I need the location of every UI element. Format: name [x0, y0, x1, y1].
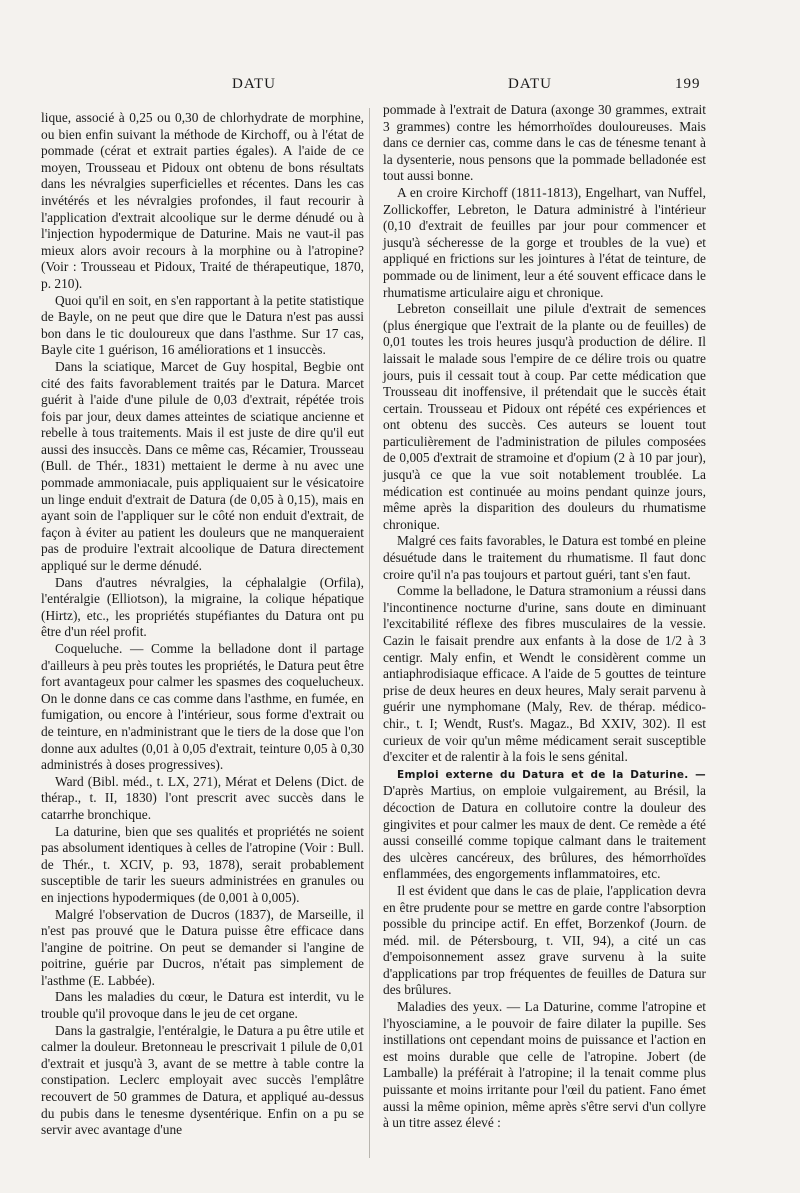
paragraph-text: D'après Martius, on emploie vulgairement, au Brésil, la décoction de Datura en collutoire contre la douleur des gingivites et pour calmer les maux de dent. Ce remède a été aussi conseillé comme topique calmant dans le traitement des ulcères cancéreux, des brûlures, des hémorrhoïdes enflammées, des engorgements inflammatoires, etc. [383, 783, 706, 882]
paragraph-text: Coqueluche. — Comme la belladone dont il partage d'ailleurs à peu près toutes les propriétés, le Datura peut être fort avantageux pour calmer les spasmes des coquelucheux. On le donne dans ce cas comme dans l'asthme, en fumée, en fumigation, ou encore à l'intérieur, sous forme d'extrait ou de teinture, en n'administrant que le tiers de la dose que l'on donne aux adultes (0,01 à 0,05 d'extrait, teinture 0,05 à 0,30 administrés à doses progressives). [41, 641, 364, 773]
paragraph-text: Lebreton conseillait une pilule d'extrait de semences (plus énergique que l'extrait de la plante ou de feuilles) de 0,01 toutes les trois heures jusqu'à production de délire. Il laissait le malade sous l'empire de ce délire trois ou quatre jours, puis il cessait tout à coup. Par cette médication que Trousseau dit inoffensive, il prétendait que le succès était certain. Trousseau et Pidoux ont répété ces expériences et ont obtenu des succès. Ces auteurs se louent tout particulièrement de l'administration de pilules composées de 0,005 d'extrait de stramoine et d'opium (2 à 10 par jour), jusqu'à ce que la vue soit notablement troublée. La médication est continuée au moins pendant quinze jours, même après la disparition des douleurs du rhumatisme chronique. [383, 301, 706, 532]
paragraph [41, 989, 364, 1022]
paragraph [383, 102, 706, 185]
paragraph-text: Comme la belladone, le Datura stramonium a réussi dans l'incontinence nocturne d'urine, sans doute en diminuant l'excitabilité réflexe des fibres musculaires de la vessie. Cazin le faisait prendre aux enfants à la dose de 1/2 à 3 centigr. Maly enfin, et Wendt le considèrent comme un antiaphrodisiaque efficace. A l'aide de 5 gouttes de teinture prise de deux heures en deux heures, Maly serait parvenu à guérir une nymphomane (Maly, Rev. de thérap. médico-chir., t. I; Wendt, Rust's. Magaz., Bd XXIV, 302). Il est curieux de voir qu'un même médicament serait susceptible d'exciter et de ralentir à la fois le sens génital. [383, 583, 706, 765]
page-number: 199 [675, 76, 701, 92]
paragraph [41, 293, 364, 359]
running-head-left: DATU [232, 76, 276, 92]
paragraph [41, 824, 364, 907]
paragraph [41, 1023, 364, 1139]
paragraph-text: A en croire Kirchoff (1811-1813), Engelhart, van Nuffel, Zollickoffer, Lebreton, le Datura administré à l'intérieur (0,10 d'extrait de feuilles par jour pour commencer et jusqu'à sécheresse de la gorge et troubles de la vue) et appliqué en frictions sur les jointures à l'état de teinture, de pommade ou de liniment, leur a été souvent efficace dans le rhumatisme articulaire aigu et chronique. [383, 184, 706, 300]
paragraph-text: lique, associé à 0,25 ou 0,30 de chlorhydrate de morphine, ou bien enfin suivant la méthode de Kirchoff, ou à l'état de pommade (cérat et extrait parties égales). A l'aide de ce moyen, Trousseau et Pidoux ont obtenu de bons résultats dans les névralgies superficielles et récentes. Dans les cas invétérés et les névralgies profondes, il faut recourir à l'application d'extrait alcoolique sur le derme dénudé ou à l'injection hypodermique de Daturine. Mais ne vaut-il pas mieux alors avoir recours à la morphine ou à l'atropine? (Voir : Trousseau et Pidoux, Traité de thérapeutique, 1870, p. 210). [41, 110, 364, 291]
section-heading: Emploi externe du Datura et de la Daturine. — [397, 768, 706, 781]
paragraph [41, 774, 364, 824]
paragraph [41, 110, 364, 293]
paragraph-text: pommade à l'extrait de Datura (axonge 30 grammes, extrait 3 grammes) contre les hémorrhoïdes douloureuses. Mais dans ce dernier cas, comme dans le cas de ténesme tenant à la dysenterie, nous pensons que la pommade belladonée est tout aussi bonne. [383, 102, 706, 184]
running-head-right: DATU [508, 76, 552, 92]
paragraph [383, 533, 706, 583]
paragraph-text: Dans la gastralgie, l'entéralgie, le Datura a pu être utile et calmer la douleur. Bretonneau le prescrivait 1 pilule de 0,01 d'extrait et jusqu'à 3, avant de se mettre à table contre la constipation. Leclerc employait avec succès l'emplâtre recouvert de 50 grammes de Datura, et appliqué au-dessus du pubis dans le tenesme dysentérique. Enfin on a pu se servir avec avantage d'une [41, 1022, 364, 1138]
paragraph-text: Dans la sciatique, Marcet de Guy hospital, Begbie ont cité des faits favorablement traités par le Datura. Marcet guérit à l'aide d'une pilule de 0,03 d'extrait, répétée trois fois par jour, deux dames atteintes de sciatique ancienne et rebelle à tous traitements. Mais il est juste de dire qu'il eut aussi des insuccès. Dans ce même cas, Récamier, Trousseau (Bull. de Thér., 1831) mettaient le derme à nu avec une pommade ammoniacale, puis appliquaient sur le vésicatoire un linge enduit d'extrait de Datura (de 0,05 à 0,15), mais en ayant soin de l'appliquer sur le côté non enduit d'extrait, de façon à éviter au patient les douleurs que ne manqueraient pas de produire l'extrait alcoolique de Datura directement appliqué sur le derme dénudé. [41, 358, 364, 574]
paragraph-text: Il est évident que dans le cas de plaie, l'application devra en être prudente pour se mettre en garde contre l'absorption possible du principe actif. En effet, Borzenkof (Journ. de méd. mil. de Pétersbourg, t. VII, 94), a cité un cas d'empoisonnement assez grave survenu à la suite d'applications par trop fréquentes de feuilles de Datura sur des brûlures. [383, 882, 706, 998]
right-column [383, 102, 706, 1132]
paragraph [41, 359, 364, 575]
paragraph-text: Ward (Bibl. méd., t. LX, 271), Mérat et Delens (Dict. de thérap., t. II, 1830) l'ont prescrit avec succès dans le catarrhe bronchique. [41, 773, 364, 822]
paragraph [383, 766, 706, 883]
paragraph [383, 999, 706, 1132]
paragraph [383, 185, 706, 301]
paragraph-text: Malgré ces faits favorables, le Datura est tombé en pleine désuétude dans le traitement du rhumatisme. Il faut donc croire qu'il n'a pas toujours et partout guéri, tant s'en faut. [383, 533, 706, 582]
paragraph-text: Dans les maladies du cœur, le Datura est interdit, vu le trouble qu'il provoque dans le jeu de cet organe. [41, 989, 364, 1022]
paragraph-text: La daturine, bien que ses qualités et propriétés ne soient pas absolument identiques à celles de l'atropine (Voir : Bull. de Thér., t. XCIV, p. 93, 1878), serait probablement susceptible de tarir les sueurs administrées en granules ou en injections hypodermiques (de 0,001 à 0,005). [41, 823, 364, 905]
paragraph [383, 883, 706, 999]
paragraph [383, 583, 706, 766]
left-column [41, 110, 364, 1139]
paragraph-text: Quoi qu'il en soit, en s'en rapportant à la petite statistique de Bayle, on ne peut que dire que le Datura n'est pas aussi bon dans le tic douloureux que dans l'asthme. Sur 17 cas, Bayle cite 1 guérison, 16 améliorations et 1 insuccès. [41, 292, 364, 358]
paragraph [41, 641, 364, 774]
paragraph [41, 907, 364, 990]
paragraph-text: Malgré l'observation de Ducros (1837), de Marseille, il n'est pas prouvé que le Datura puisse être efficace dans l'angine de poitrine. On peut se demander si l'angine de poitrine, guérie par Ducros, n'était pas simplement de l'asthme (E. Labbée). [41, 906, 364, 988]
column-divider [369, 108, 370, 1158]
paragraph-text: Maladies des yeux. — La Daturine, comme l'atropine et l'hyosciamine, a le pouvoir de faire dilater la pupille. Ses instillations ont cependant moins de puissance et l'action en est moins durable que celle de l'atropine. Jobert (de Lamballe) la préférait à l'atropine; il la tenait comme plus puissante et moins irritante pour l'œil du patient. Fano émet aussi la même opinion, même après s'être servi d'un collyre à un titre assez élevé : [383, 999, 706, 1131]
paragraph [383, 301, 706, 533]
paragraph-text: Dans d'autres névralgies, la céphalalgie (Orfila), l'entéralgie (Elliotson), la migraine, la colique hépatique (Hirtz), etc., les propriétés stupéfiantes du Datura ont pu être d'un réel profit. [41, 574, 364, 640]
paragraph [41, 575, 364, 641]
